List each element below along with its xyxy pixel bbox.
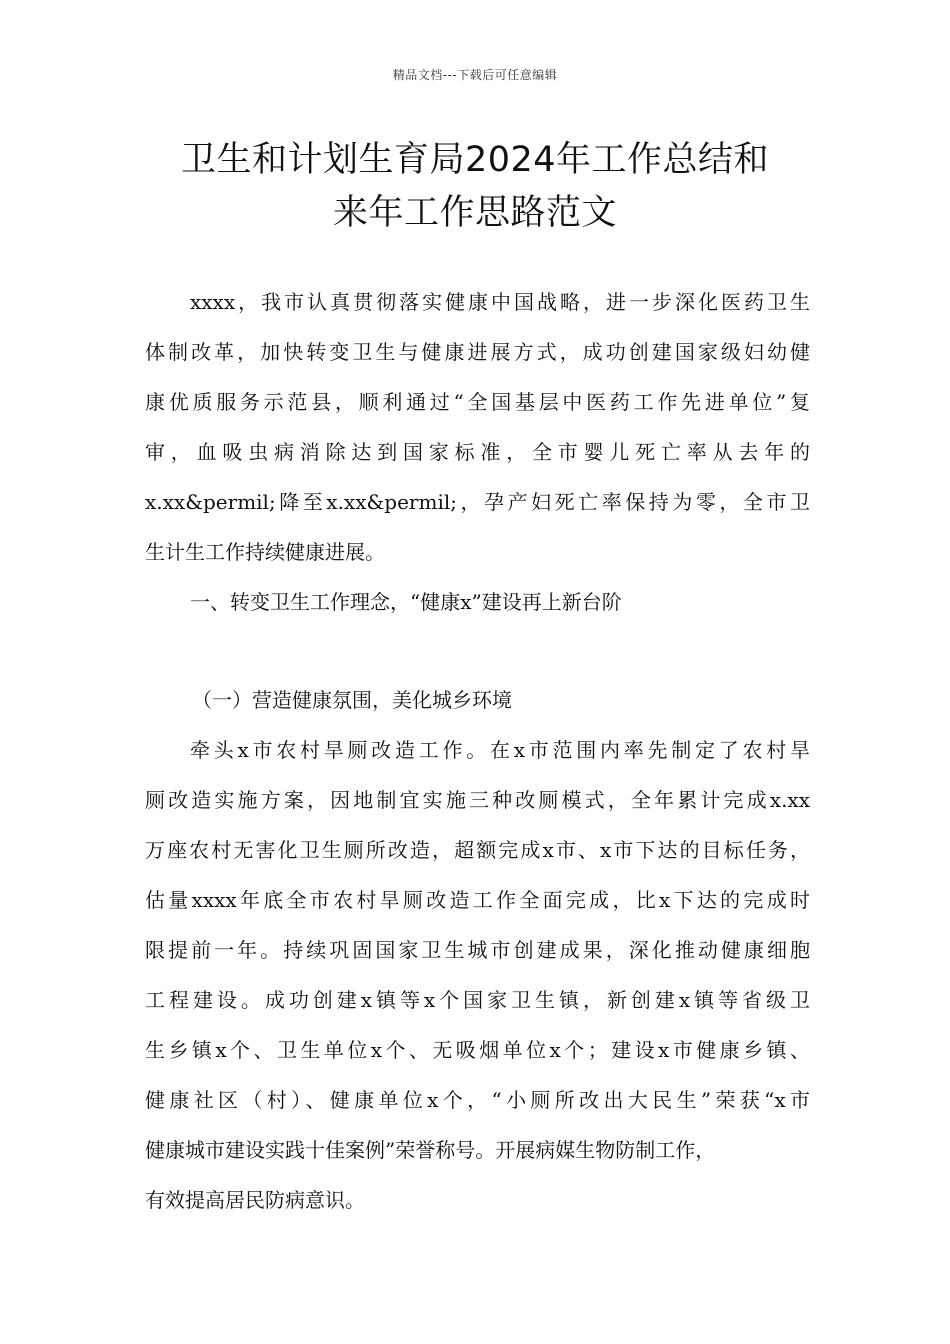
paragraph-2-line-6: 工程建设。成功创建x镇等x个国家卫生镇，新创建x镇等省级卫 bbox=[145, 988, 810, 1012]
paragraph-2-line-5: 限提前一年。持续巩固国家卫生城市创建成果，深化推动健康细胞 bbox=[145, 938, 810, 962]
section-heading-1: 一、转变卫生工作理念，“健康x”建设再上新台阶 bbox=[190, 590, 622, 614]
paragraph-2-line-1: 牵头x市农村旱厕改造工作。在x市范围内率先制定了农村旱 bbox=[190, 738, 810, 762]
paragraph-1-line-1: xxxx，我市认真贯彻落实健康中国战略，进一步深化医药卫生 bbox=[190, 290, 810, 314]
paragraph-2-line-3: 万座农村无害化卫生厕所改造，超额完成x市、x市下达的目标任务， bbox=[145, 838, 810, 862]
paragraph-2-line-2: 厕改造实施方案，因地制宜实施三种改厕模式，全年累计完成x.xx bbox=[145, 788, 810, 812]
page-header: 精品文档---下载后可任意编辑 bbox=[392, 68, 558, 82]
paragraph-2-line-7: 生乡镇x个、卫生单位x个、无吸烟单位x个；建设x市健康乡镇、 bbox=[145, 1038, 810, 1062]
paragraph-2-line-10: 有效提高居民防病意识。 bbox=[145, 1188, 365, 1212]
paragraph-1-line-6: 生计生工作持续健康进展。 bbox=[145, 540, 385, 564]
subsection-heading-1: （一）营造健康氛围，美化城乡环境 bbox=[192, 688, 512, 712]
paragraph-1-line-2: 体制改革，加快转变卫生与健康进展方式，成功创建国家级妇幼健 bbox=[145, 340, 810, 364]
document-title-line-1: 卫生和计划生育局2024年工作总结和 bbox=[180, 140, 770, 180]
paragraph-1-line-4: 审，血吸虫病消除达到国家标准，全市婴儿死亡率从去年的 bbox=[145, 440, 810, 464]
paragraph-2-line-9: 健康城市建设实践十佳案例”荣誉称号。开展病媒生物防制工作， bbox=[145, 1138, 716, 1162]
paragraph-1-line-5: x.xx&permil;降至x.xx&permil;，孕产妇死亡率保持为零，全市卫 bbox=[145, 490, 810, 514]
paragraph-2-line-4: 估量xxxx年底全市农村旱厕改造工作全面完成，比x下达的完成时 bbox=[145, 888, 810, 912]
document-title-line-2: 来年工作思路范文 bbox=[332, 193, 617, 233]
paragraph-2-line-8: 健康社区（村）、健康单位x个，“小厕所改出大民生”荣获“x市 bbox=[145, 1088, 810, 1112]
paragraph-1-line-3: 康优质服务示范县，顺利通过“全国基层中医药工作先进单位”复 bbox=[145, 390, 810, 414]
